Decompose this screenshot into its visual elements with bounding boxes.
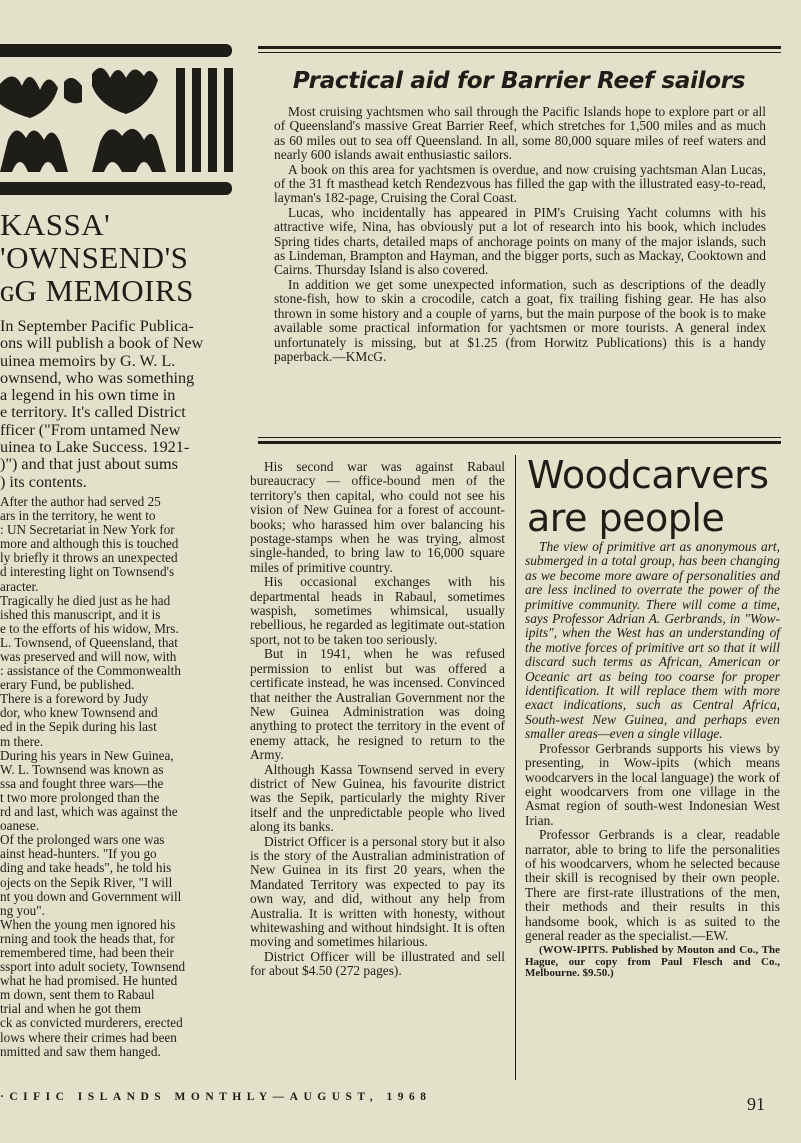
kassa-heading-line: ɢG MEMOIRS — [0, 273, 194, 307]
wood-body — [525, 540, 780, 980]
kassa-paragraph: His second war was against Rabaul bureaucracy — office-bound men of the territory's then capital, who could not see his vision of New Guinea for a forest of account-books; who harassed him over balancing his postage-stamps when he was trying, almost single-handed, to bring law to 16,000 square miles of primitive country. — [250, 459, 505, 575]
kassa-body-line: ding and take heads", he told his — [0, 860, 172, 876]
kassa-paragraph: District Officer is a personal story but it also is the story of the Australian administration of New Guinea in its first 20 years, when the Mandated Territory was expected to pay its own way, and did, without any help from Australia. It is written with honesty, without whitewashing and without hindsight. It is often moving and sometimes hilarious. — [250, 833, 505, 950]
reef-bottom-rule-thin — [258, 437, 781, 438]
reef-bottom-rule — [258, 441, 781, 444]
bottom-rule-left — [0, 182, 232, 195]
reef-paragraph: In addition we get some unexpected information, such as descriptions of the deadly stone-fish, how to skin a crocodile, catch a goat, fix trailing fishing gear. He has also thrown in some history and a couple of yarns, but the main purpose of the book is to make available some practical information for yachtsmen or more tourists. A general index unfortunately is missing, but at $1.25 (from Horwitz Publications) this is a handy paperback.—KMcG. — [274, 276, 766, 364]
kassa-body-line: ars in the territory, he went to — [0, 508, 156, 524]
kassa-lead-line: )") and that just about sums — [0, 455, 178, 474]
kassa-heading-line: 'OWNSEND'S — [0, 240, 189, 275]
kassa-heading-line: KASSA' — [0, 208, 111, 242]
kassa-body-line: aracter. — [0, 578, 39, 594]
running-footer: ·CIFIC ISLANDS MONTHLY—AUGUST, 1968 — [0, 1091, 432, 1103]
kassa-heading — [0, 208, 240, 307]
kassa-body-line: After the author had served 25 — [0, 493, 161, 509]
kassa-lead-line: In September Pacific Publica- — [0, 318, 194, 335]
top-rule-left — [0, 44, 232, 57]
kassa-body-line: nt you down and Government will — [0, 888, 182, 904]
kassa-paragraph: His occasional exchanges with his departmental heads in Rabaul, sometimes waspish, sometimes whimsical, usually rebellious, he regarded as legitimate out-station sport, not to be taken too seriously. — [250, 574, 505, 647]
wood-intro: The view of primitive art as anonymous art, submerged in a total group, has been changing as we become more aware of personalities and are less inclined to overrate the power of the primitive community. There will come a time, says Professor Adrian A. Gerbrands, in "Wow-ipits", when the West has an understanding of the motive forces of primitive art so that it will discard such terms as African, American or Oceanic art as being too coarse for proper identification. It will replace them with more exact indications, such as Central Africa, South-west New Guinea, and perhaps even smaller areas—even a single village. — [525, 539, 780, 742]
reef-body — [274, 105, 766, 364]
kassa-lead-line: ons will publish a book of New — [0, 334, 204, 353]
kassa-body-line: e to the efforts of his widow, Mrs. — [0, 620, 179, 636]
kassa-lead-line: e territory. It's called District — [0, 403, 186, 422]
kassa-body-line: t two more prolonged than the — [0, 789, 160, 805]
kassa-body-line: ed in the Sepik during his last — [0, 719, 157, 735]
kassa-body-line: ng you". — [0, 902, 45, 918]
kassa-paragraph: District Officer will be illustrated and sell for about $4.50 (272 pages). — [250, 948, 505, 979]
kassa-middle-column — [250, 460, 505, 979]
kassa-lead-line: a legend in his own time in — [0, 386, 176, 405]
kassa-body-line: : assistance of the Commonwealth — [0, 663, 181, 679]
reef-top-rule — [258, 46, 781, 49]
kassa-paragraph: Although Kassa Townsend served in every district of New Guinea, his favourite district was the Sepik, particularly the mighty River itself and the unpredictable people who lived along its banks. — [250, 761, 505, 835]
wood-title-line: Woodcarvers — [527, 453, 769, 497]
reef-paragraph: Lucas, who incidentally has appeared in PIM's Cruising Yacht columns with his attractive wife, Nina, has obviously put a lot of research into his book, which includes Spring tides charts, detailed maps of anchorage points on many of the major islands, such as Lindeman, Brampton and Hayman, and the bigger ports, such as Mackay, Cooktown and Cairns. Thursday Island is also covered. — [274, 204, 766, 278]
wood-title-line: are people — [527, 496, 725, 540]
wood-paragraph: Professor Gerbrands supports his views by presenting, in Wow-ipits (which means woodcarvers in the local language) the work of eight woodcarvers from one village in the Asmat region of south-west Indonesian West Irian. — [525, 740, 780, 828]
kassa-body-line: Tragically he died just as he had — [0, 592, 171, 608]
kassa-body-line: nmitted and saw them hanged. — [0, 1043, 161, 1059]
kassa-body-line: was preserved and will now, with — [0, 649, 177, 664]
kassa-body-line: what he had promised. He hunted — [0, 973, 178, 989]
wood-pub-note: (WOW-IPITS. Published by Mouton and Co., The Hague, our copy from Paul Flesch and Co., Melbourne. $9.50.) — [525, 944, 780, 980]
kassa-body-line: During his years in New Guinea, — [0, 747, 174, 763]
kassa-left-body — [0, 495, 246, 1059]
wood-title — [527, 454, 781, 540]
kassa-body-line: ssa and fought three wars—the — [0, 775, 164, 791]
kassa-body-line: L. Townsend, of Queensland, that — [0, 634, 178, 650]
kassa-body-line: ck as convicted murderers, erected — [0, 1015, 183, 1031]
kassa-body-line: ished this manuscript, and it is — [0, 606, 161, 622]
reef-top-rule-thin — [258, 52, 781, 53]
kassa-body-line: lows where their crimes had been — [0, 1029, 177, 1045]
kassa-body-line: There is a foreword by Judy — [0, 691, 149, 707]
kassa-body-line: erary Fund, be published. — [0, 677, 135, 693]
kassa-body-line: ojects on the Sepik River, "I will — [0, 874, 173, 890]
decorative-artwork — [0, 60, 235, 180]
kassa-body-line: W. L. Townsend was known as — [0, 761, 164, 777]
kassa-body-line: When the young men ignored his — [0, 916, 176, 932]
kassa-body-line: more and although this is touched — [0, 536, 179, 552]
kassa-lead-line: uinea to Lake Success. 1921- — [0, 438, 190, 457]
reef-paragraph: Most cruising yachtsmen who sail through the Pacific Islands hope to explore part or all of Queensland's massive Great Barrier Reef, which stretches for 1,500 miles and as much as 60 miles out to sea off Queensland. In all, some 80,000 square miles of reef waters and nearly 600 islands await enthusiastic sailors. — [274, 104, 766, 163]
kassa-body-line: ssport into adult society, Townsend — [0, 959, 186, 975]
kassa-lead-line: fficer ("From untamed New — [0, 420, 181, 439]
kassa-body-line: trial and when he got them — [0, 1001, 141, 1017]
kassa-body-line: rning and took the heads that, for — [0, 930, 175, 946]
kassa-lead-line: ) its contents. — [0, 472, 87, 491]
page-number: 91 — [747, 1094, 765, 1114]
kassa-left-column — [0, 318, 246, 1059]
kassa-body-line: m down, sent them to Rabaul — [0, 987, 155, 1003]
kassa-body-line: oanese. — [0, 818, 40, 834]
kassa-body-line: ly briefly it throws an unexpected — [0, 550, 178, 566]
kassa-body-line: rd and last, which was against the — [0, 804, 178, 820]
kassa-body-line: ainst head-hunters. "If you go — [0, 846, 157, 862]
kassa-body-line: m there. — [0, 733, 44, 749]
kassa-body-line: : UN Secretariat in New York for — [0, 522, 175, 538]
kassa-paragraph: But in 1941, when he was refused permission to enlist but was offered a certificate instead, he was incensed. Convinced that neither the Australian Government nor the New Guinea Administration was doing anything to protect the territory in the event of enemy attack, he resigned to return to the Army. — [250, 646, 505, 763]
reef-paragraph: A book on this area for yachtsmen is overdue, and now cruising yachtsman Alan Lucas, of the 31 ft masthead ketch Rendezvous has filled the gap with the illustrated easy-to-read, layman's 182-page, Cruising the Coral Coast. — [274, 161, 766, 206]
kassa-body-line: Of the prolonged wars one was — [0, 832, 165, 848]
kassa-lead-line: ownsend, who was something — [0, 368, 195, 387]
column-divider — [515, 455, 516, 1080]
kassa-body-line: dor, who knew Townsend and — [0, 705, 158, 721]
kassa-lead — [0, 318, 246, 491]
wood-paragraph: Professor Gerbrands is a clear, readable narrator, able to bring to life the personalities of his woodcarvers, whom he selected because their skill is recognised by their own people. There are first-rate illustrations of the men, their methods and their results in this handsome book, which is as suited to the general reader as the specialist.—EW. — [525, 827, 780, 943]
kassa-body-line: remembered time, had been their — [0, 944, 174, 960]
kassa-body-line: d interesting light on Townsend's — [0, 564, 175, 580]
reef-title: Practical aid for Barrier Reef sailors — [292, 68, 746, 94]
kassa-lead-line: uinea memoirs by G. W. L. — [0, 351, 176, 370]
